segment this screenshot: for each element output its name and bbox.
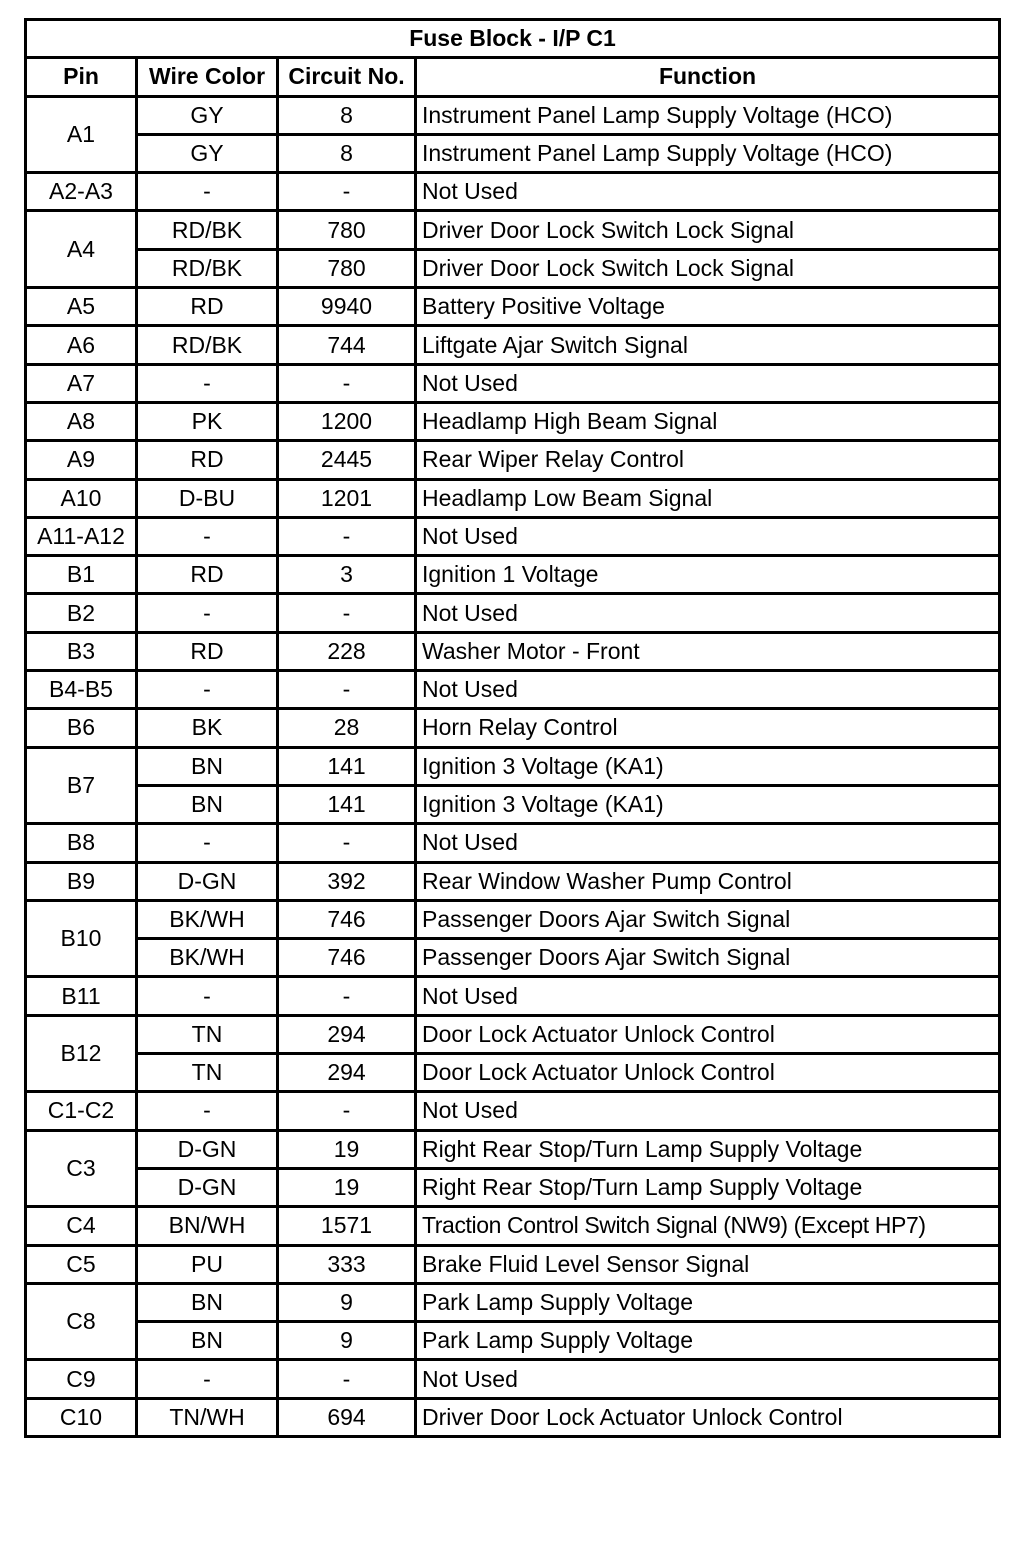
function-cell: Not Used [416,517,1000,555]
pin-cell: B6 [26,709,137,747]
wire-color-cell: BK/WH [137,939,278,977]
circuit-no-cell: 746 [278,900,416,938]
function-cell: Not Used [416,1092,1000,1130]
pin-cell: B4-B5 [26,671,137,709]
table-row [26,1322,1000,1360]
table-row [26,1283,1000,1321]
circuit-no-cell: - [278,1360,416,1398]
wire-color-cell: BN [137,785,278,823]
pin-cell: A4 [26,211,137,288]
function-cell: Not Used [416,671,1000,709]
wire-color-cell: - [137,824,278,862]
wire-color-cell: - [137,1360,278,1398]
wire-color-cell: D-BU [137,479,278,517]
wire-color-cell: GY [137,96,278,134]
function-cell: Rear Window Washer Pump Control [416,862,1000,900]
circuit-no-cell: - [278,364,416,402]
pin-cell: A8 [26,402,137,440]
table-row [26,517,1000,555]
wire-color-cell: D-GN [137,1130,278,1168]
pin-cell: B1 [26,556,137,594]
table-row [26,556,1000,594]
circuit-no-cell: 746 [278,939,416,977]
wire-color-cell: - [137,364,278,402]
wire-color-cell: - [137,594,278,632]
circuit-no-cell: 141 [278,747,416,785]
table-row [26,441,1000,479]
table-row [26,1168,1000,1206]
wire-color-cell: - [137,1092,278,1130]
wire-color-cell: RD [137,288,278,326]
circuit-no-cell: 19 [278,1130,416,1168]
function-cell: Battery Positive Voltage [416,288,1000,326]
circuit-no-cell: 392 [278,862,416,900]
wire-color-cell: BN [137,1283,278,1321]
circuit-no-cell: 294 [278,1015,416,1053]
pin-cell: B10 [26,900,137,977]
table-row [26,288,1000,326]
function-cell: Door Lock Actuator Unlock Control [416,1015,1000,1053]
function-cell: Not Used [416,977,1000,1015]
table-row [26,1054,1000,1092]
function-cell: Not Used [416,173,1000,211]
wire-color-cell: RD/BK [137,249,278,287]
function-cell: Passenger Doors Ajar Switch Signal [416,939,1000,977]
circuit-no-cell: 141 [278,785,416,823]
pin-cell: C5 [26,1245,137,1283]
circuit-no-cell: 9 [278,1322,416,1360]
pin-cell: A10 [26,479,137,517]
wire-color-cell: RD [137,441,278,479]
circuit-no-cell: 1571 [278,1207,416,1245]
wire-color-cell: D-GN [137,862,278,900]
function-cell: Washer Motor - Front [416,632,1000,670]
circuit-no-cell: 8 [278,96,416,134]
circuit-no-cell: - [278,594,416,632]
wire-color-cell: TN/WH [137,1398,278,1436]
function-cell: Driver Door Lock Switch Lock Signal [416,211,1000,249]
pin-cell: C4 [26,1207,137,1245]
wire-color-cell: BK [137,709,278,747]
wire-color-cell: - [137,517,278,555]
function-cell: Headlamp Low Beam Signal [416,479,1000,517]
table-row [26,134,1000,172]
wire-color-cell: RD [137,556,278,594]
circuit-no-cell: - [278,173,416,211]
function-cell: Traction Control Switch Signal (NW9) (Except HP7) [416,1207,1000,1245]
circuit-no-cell: 780 [278,211,416,249]
function-cell: Instrument Panel Lamp Supply Voltage (HCO) [416,96,1000,134]
function-cell: Liftgate Ajar Switch Signal [416,326,1000,364]
function-cell: Driver Door Lock Switch Lock Signal [416,249,1000,287]
wire-color-cell: RD/BK [137,326,278,364]
wire-color-cell: D-GN [137,1168,278,1206]
circuit-no-cell: 9940 [278,288,416,326]
table-body [26,96,1000,1436]
pin-cell: A6 [26,326,137,364]
pin-cell: B9 [26,862,137,900]
circuit-no-cell: 19 [278,1168,416,1206]
function-cell: Headlamp High Beam Signal [416,402,1000,440]
wire-color-cell: PK [137,402,278,440]
function-cell: Door Lock Actuator Unlock Control [416,1054,1000,1092]
function-cell: Driver Door Lock Actuator Unlock Control [416,1398,1000,1436]
function-cell: Ignition 3 Voltage (KA1) [416,785,1000,823]
circuit-no-cell: 1200 [278,402,416,440]
table-row [26,364,1000,402]
header-pin: Pin [26,58,137,96]
circuit-no-cell: - [278,1092,416,1130]
pin-cell: C1-C2 [26,1092,137,1130]
circuit-no-cell: 744 [278,326,416,364]
header-circuit-no: Circuit No. [278,58,416,96]
pin-cell: A7 [26,364,137,402]
function-cell: Instrument Panel Lamp Supply Voltage (HCO) [416,134,1000,172]
table-row [26,824,1000,862]
wire-color-cell: GY [137,134,278,172]
function-cell: Right Rear Stop/Turn Lamp Supply Voltage [416,1130,1000,1168]
table-row [26,402,1000,440]
wire-color-cell: PU [137,1245,278,1283]
function-cell: Passenger Doors Ajar Switch Signal [416,900,1000,938]
function-cell: Rear Wiper Relay Control [416,441,1000,479]
pin-cell: B2 [26,594,137,632]
pin-cell: B3 [26,632,137,670]
table-row [26,479,1000,517]
pin-cell: A11-A12 [26,517,137,555]
header-function: Function [416,58,1000,96]
table-row [26,785,1000,823]
table-row [26,249,1000,287]
circuit-no-cell: 294 [278,1054,416,1092]
circuit-no-cell: 333 [278,1245,416,1283]
circuit-no-cell: - [278,517,416,555]
function-cell: Not Used [416,1360,1000,1398]
function-cell: Not Used [416,824,1000,862]
table-row [26,1207,1000,1245]
header-row [26,58,1000,96]
table-row [26,594,1000,632]
wire-color-cell: TN [137,1015,278,1053]
pin-cell: A1 [26,96,137,173]
wire-color-cell: RD/BK [137,211,278,249]
table-row [26,1015,1000,1053]
wire-color-cell: - [137,671,278,709]
wire-color-cell: RD [137,632,278,670]
pin-cell: B7 [26,747,137,824]
table-row [26,1245,1000,1283]
title-row [26,20,1000,58]
wire-color-cell: TN [137,1054,278,1092]
header-wire-color: Wire Color [137,58,278,96]
circuit-no-cell: 228 [278,632,416,670]
table-row [26,632,1000,670]
table-row [26,1398,1000,1436]
table-title: Fuse Block - I/P C1 [26,20,1000,58]
wire-color-cell: - [137,173,278,211]
table-row [26,900,1000,938]
function-cell: Horn Relay Control [416,709,1000,747]
table-row [26,747,1000,785]
circuit-no-cell: - [278,671,416,709]
pin-cell: C10 [26,1398,137,1436]
circuit-no-cell: 8 [278,134,416,172]
pin-cell: C3 [26,1130,137,1207]
circuit-no-cell: 1201 [278,479,416,517]
function-cell: Park Lamp Supply Voltage [416,1283,1000,1321]
circuit-no-cell: 9 [278,1283,416,1321]
pin-cell: B12 [26,1015,137,1092]
table-row [26,709,1000,747]
function-cell: Brake Fluid Level Sensor Signal [416,1245,1000,1283]
pin-cell: A5 [26,288,137,326]
wire-color-cell: BN/WH [137,1207,278,1245]
pin-cell: B8 [26,824,137,862]
table-row [26,211,1000,249]
table-row [26,977,1000,1015]
table-row [26,326,1000,364]
table-row [26,862,1000,900]
wire-color-cell: BN [137,1322,278,1360]
pin-cell: C8 [26,1283,137,1360]
pin-cell: B11 [26,977,137,1015]
circuit-no-cell: 28 [278,709,416,747]
circuit-no-cell: - [278,824,416,862]
function-cell: Ignition 3 Voltage (KA1) [416,747,1000,785]
circuit-no-cell: 780 [278,249,416,287]
function-cell: Not Used [416,364,1000,402]
circuit-no-cell: 2445 [278,441,416,479]
wire-color-cell: BN [137,747,278,785]
table-row [26,671,1000,709]
wire-color-cell: - [137,977,278,1015]
wire-color-cell: BK/WH [137,900,278,938]
pin-cell: A9 [26,441,137,479]
table-row [26,96,1000,134]
function-cell: Ignition 1 Voltage [416,556,1000,594]
pin-cell: A2-A3 [26,173,137,211]
circuit-no-cell: 694 [278,1398,416,1436]
pin-cell: C9 [26,1360,137,1398]
function-cell: Not Used [416,594,1000,632]
table-row [26,1360,1000,1398]
table-row [26,173,1000,211]
table-row [26,1130,1000,1168]
fuse-block-table [24,18,1001,1438]
function-cell: Right Rear Stop/Turn Lamp Supply Voltage [416,1168,1000,1206]
circuit-no-cell: - [278,977,416,1015]
function-cell: Park Lamp Supply Voltage [416,1322,1000,1360]
table-row [26,1092,1000,1130]
circuit-no-cell: 3 [278,556,416,594]
table-row [26,939,1000,977]
